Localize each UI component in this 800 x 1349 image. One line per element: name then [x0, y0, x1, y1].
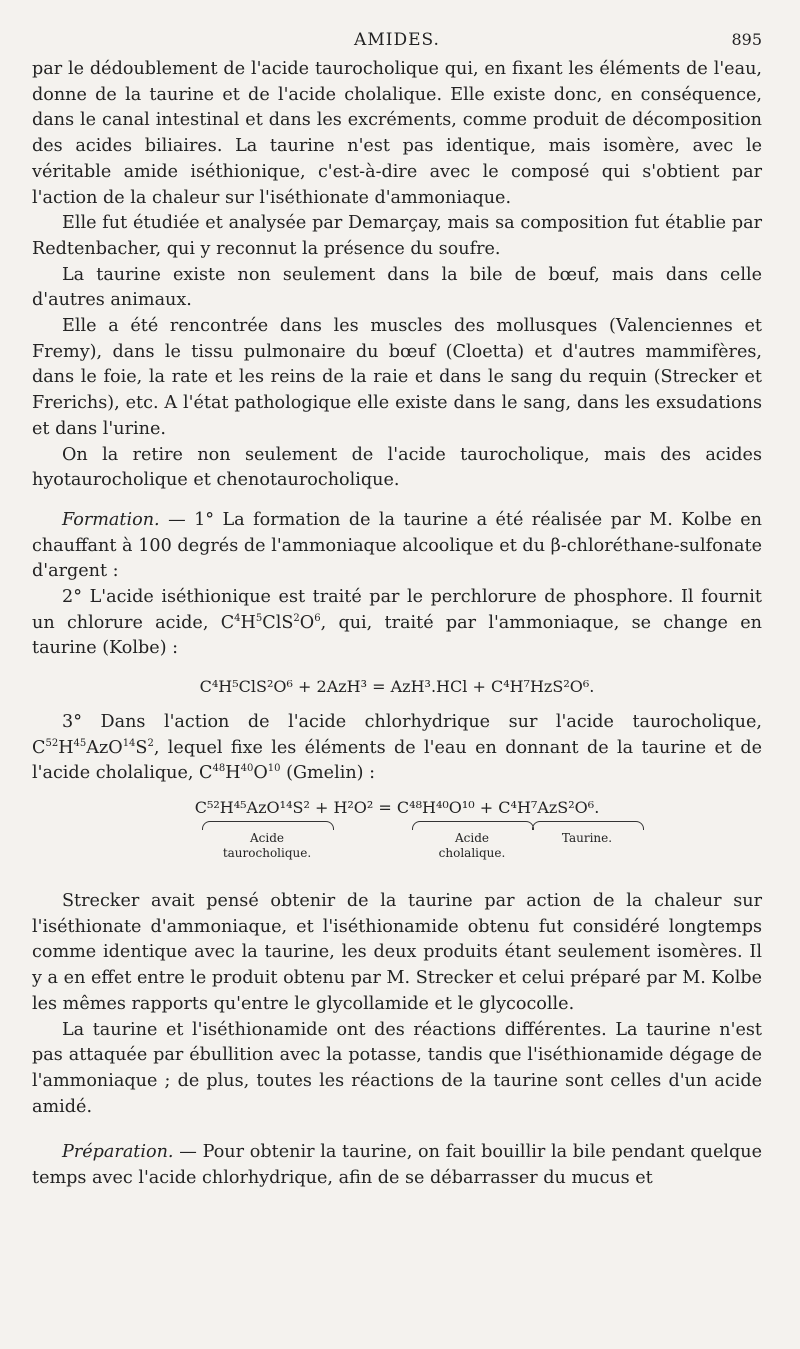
running-header	[32, 30, 762, 52]
paragraph-text: 2° L'acide iséthionique est traité par le perchlorure de phosphore. Il fournit un chlorure acide, C	[32, 587, 762, 633]
section-heading: Formation.	[62, 509, 160, 530]
paragraph: Strecker avait pensé obtenir de la taurine par action de la chaleur sur l'iséthionate d'ammoniaque, et l'iséthionamide obtenu fut considéré longtemps comme identique avec la taurine, les deux produits étant seulement isomères. Il y a en effet entre le produit obtenu par M. Strecker et celui préparé par M. Kolbe les mêmes rapports qu'entre le glycollamide et le glycocolle.	[32, 890, 762, 1014]
paragraph: Elle a été rencontrée dans les muscles des mollusques (Valenciennes et Fremy), dans le tissu pulmonaire du bœuf (Cloetta) et d'autres mammifères, dans le foie, la rate et les reins de la raie et dans le sang du requin (Strecker et Frerichs), etc. A l'état pathologique elle existe dans le sang, dans les exsudations et dans l'urine.	[32, 316, 762, 439]
caption-cholalique	[412, 831, 532, 861]
section-heading: Préparation.	[62, 1142, 174, 1163]
paragraph: par le dédoublement de l'acide taurocholique qui, en fixant les éléments de l'eau, donne de la taurine et de l'acide cholalique. Elle existe donc, en conséquence, dans le canal intestinal et dans les excréments, comme produit de décomposition des acides biliaires. La taurine n'est pas identique, mais isomère, avec le véritable amide iséthionique, c'est-à-dire avec le composé qui s'obtient par l'action de la chaleur sur l'iséthionate d'ammoniaque.	[32, 59, 762, 208]
caption-line: cholalique.	[438, 845, 506, 860]
paragraph-preparation	[32, 1140, 762, 1191]
caption-line: Acide	[454, 830, 489, 845]
paragraph-text: (Gmelin) :	[280, 763, 376, 784]
paragraph-text: , lequel fixe les éléments de l'eau en donnant de la taurine et de l'acide cholalique, C	[32, 737, 762, 784]
paragraph-text: , qui, traité par l'ammoniaque, se change en taurine (Kolbe) :	[32, 612, 762, 659]
paragraph-formation	[32, 508, 762, 585]
paragraph-text: — Pour obtenir la taurine, on fait bouillir la bile pendant quelque temps avec l'acide chlorhydrique, afin de se débarrasser du mucus et	[32, 1142, 762, 1189]
caption-taurocholique	[207, 831, 327, 861]
paragraph-text: — 1° La formation de la taurine a été réalisée par M. Kolbe en chauffant à 100 degrés de l'ammoniaque alcoolique et du β-chloréthane-sulfonate d'argent :	[32, 509, 762, 582]
paragraph: La taurine et l'iséthionamide ont des réactions différentes. La taurine n'est pas attaquée par ébullition avec la potasse, tandis que l'iséthionamide dégage de l'ammoniaque ; de plus, toutes les réactions de la taurine sont celles d'un acide amidé.	[32, 1019, 762, 1117]
body-text	[32, 57, 762, 1192]
brace	[202, 821, 334, 830]
paragraph: 2° L'acide iséthionique est traité par le perchlorure de phosphore. Il fournit un chlorure acide, $C^4H^5ClS^2O^6$, qui, traité par l'ammoniaque, se change en taurine (Kolbe) :	[32, 587, 762, 659]
running-title: AMIDES.	[354, 30, 440, 50]
equation-2-formula: C⁵²H⁴⁵AzO¹⁴S² + H²O² = C⁴⁸H⁴⁰O¹⁰ + C⁴H⁷AzS²O⁶.	[194, 797, 600, 817]
equation-1: C⁴H⁵ClS²O⁶ + 2AzH³ = AzH³.HCl + C⁴H⁷HzS²O⁶.	[199, 677, 595, 697]
page-number: 895	[731, 30, 762, 49]
brace	[412, 821, 534, 830]
paragraph: La taurine existe non seulement dans la bile de bœuf, mais dans celle d'autres animaux.	[32, 264, 762, 311]
caption-line: taurocholique.	[222, 845, 312, 860]
brace	[532, 821, 644, 830]
paragraph: 3° Dans l'action de l'acide chlorhydrique sur l'acide taurocholique, $C^{52}H^{45}AzO^{14}S^2$, lequel fixe les éléments de l'eau en donnant de la taurine et de l'acide cholalique, $C^{48}H^{40}O^{10}$ (Gmelin) :	[32, 711, 762, 784]
paragraph-text: 3° Dans l'action de l'acide chlorhydrique sur l'acide taurocholique, C	[32, 711, 762, 758]
paragraph: On la retire non seulement de l'acide taurocholique, mais des acides hyotaurocholique et chenotaurocholique.	[32, 444, 762, 491]
equation-2	[32, 795, 762, 883]
caption-line: Acide	[249, 830, 284, 845]
caption-taurine: Taurine.	[561, 830, 613, 845]
paragraph: Elle fut étudiée et analysée par Demarçay, mais sa composition fut établie par Redtenbacher, qui y reconnut la présence du soufre.	[32, 213, 762, 259]
